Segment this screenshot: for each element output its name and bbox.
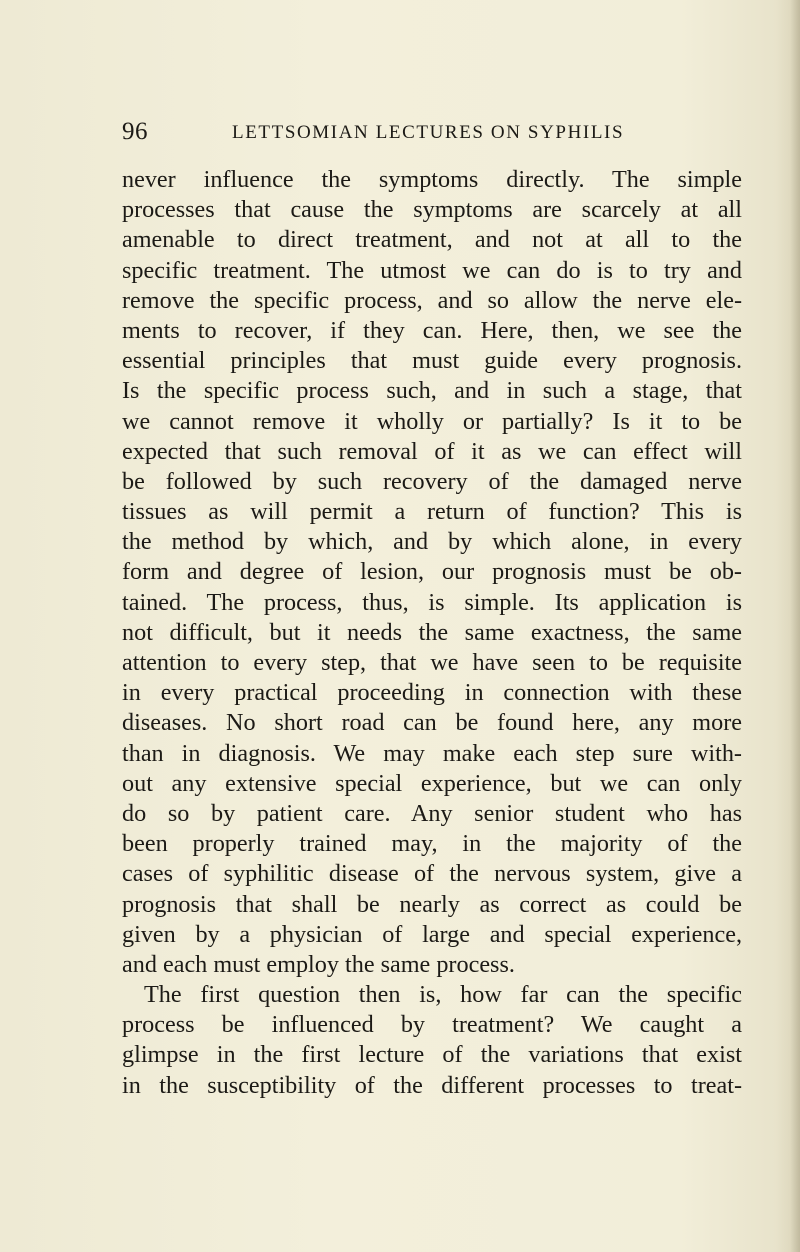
text-line: tained. The process, thus, is simple. Its application is [122,588,742,616]
text-line: expected that such removal of it as we can effect will [122,437,742,465]
text-line: been properly trained may, in the majority of the [122,830,742,858]
text-line: process be influenced by treatment? We caught a [122,1011,742,1039]
text-line: amenable to direct treatment, and not at all to the [122,226,742,254]
text-line: prognosis that shall be nearly as correct as could be [122,890,742,918]
text-line: the method by which, and by which alone, in every [122,528,742,556]
text-line: specific treatment. The utmost we can do is to try and [122,256,742,284]
text-line: we cannot remove it wholly or partially? Is it to be [122,407,742,435]
text-line: not difficult, but it needs the same exactness, the same [122,618,742,646]
text-line: never influence the symptoms directly. The simple [122,166,742,193]
text-line: glimpse in the first lecture of the variations that exist [122,1041,742,1069]
text-line: be followed by such recovery of the damaged nerve [122,467,742,495]
page-number: 96 [122,118,148,145]
running-title: LETTSOMIAN LECTURES ON SYPHILIS [232,122,625,143]
text-line: tissues as will permit a return of function? This is [122,498,742,526]
text-line: essential principles that must guide every prognosis. [122,347,742,375]
text-line: attention to every step, that we have seen to be requisite [122,649,742,676]
page-edge-shadow [790,0,800,1252]
text-line: given by a physician of large and special experience, [122,920,742,948]
text-line: The first question then is, how far can the specific [144,981,742,1009]
text-line: than in diagnosis. We may make each step sure with- [122,739,742,767]
text-line: Is the specific process such, and in such a stage, that [122,377,742,405]
text-line: do so by patient care. Any senior student who has [122,799,742,827]
text-line: form and degree of lesion, our prognosis must be ob- [122,558,742,586]
text-line: in every practical proceeding in connection with these [122,679,742,707]
text-line: processes that cause the symptoms are scarcely at all [122,196,742,224]
body-text [122,165,742,1101]
text-line: diseases. No short road can be found here, any more [122,709,742,737]
running-header [122,117,742,147]
text-line: cases of syphilitic disease of the nervous system, give a [122,860,742,888]
text-line: out any extensive special experience, but we can only [122,769,742,797]
text-line: ments to recover, if they can. Here, then, we see the [122,316,742,344]
text-line: remove the specific process, and so allow the nerve ele- [122,286,742,314]
text-line: and each must employ the same process. [122,950,515,978]
text-line: in the susceptibility of the different processes to treat- [122,1071,742,1099]
